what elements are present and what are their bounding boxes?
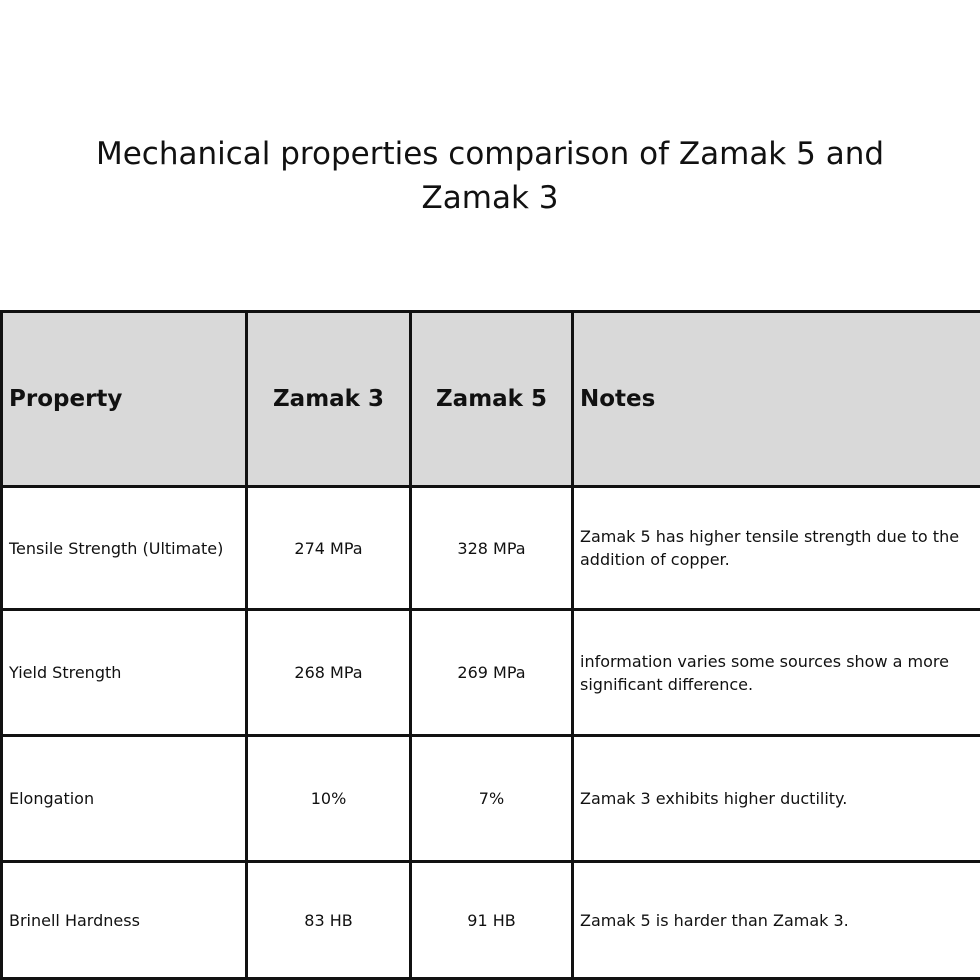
- cell-notes: information varies some sources show a more significant difference.: [573, 610, 980, 736]
- cell-notes: Zamak 5 has higher tensile strength due to the addition of copper.: [573, 487, 980, 610]
- cell-property: Elongation: [2, 736, 247, 862]
- header-zamak-3: Zamak 3: [247, 312, 411, 487]
- cell-zamak-5: 328 MPa: [411, 487, 573, 610]
- page-title: Mechanical properties comparison of Zamak 5 and Zamak 3: [95, 136, 885, 216]
- table-header-row: [2, 312, 980, 487]
- header-property: Property: [2, 312, 247, 487]
- header-notes: Notes: [573, 312, 980, 487]
- cell-zamak-3: 83 HB: [247, 862, 411, 979]
- cell-zamak-5: 7%: [411, 736, 573, 862]
- properties-table: [0, 310, 980, 980]
- cell-property: Tensile Strength (Ultimate): [2, 487, 247, 610]
- cell-zamak-5: 91 HB: [411, 862, 573, 979]
- cell-zamak-3: 274 MPa: [247, 487, 411, 610]
- table-row: [2, 736, 980, 862]
- table-row: [2, 862, 980, 979]
- cell-zamak-5: 269 MPa: [411, 610, 573, 736]
- cell-zamak-3: 268 MPa: [247, 610, 411, 736]
- header-zamak-5: Zamak 5: [411, 312, 573, 487]
- cell-notes: Zamak 5 is harder than Zamak 3.: [573, 862, 980, 979]
- table-row: [2, 487, 980, 610]
- cell-property: Brinell Hardness: [2, 862, 247, 979]
- cell-zamak-3: 10%: [247, 736, 411, 862]
- table-row: [2, 610, 980, 736]
- cell-property: Yield Strength: [2, 610, 247, 736]
- cell-notes: Zamak 3 exhibits higher ductility.: [573, 736, 980, 862]
